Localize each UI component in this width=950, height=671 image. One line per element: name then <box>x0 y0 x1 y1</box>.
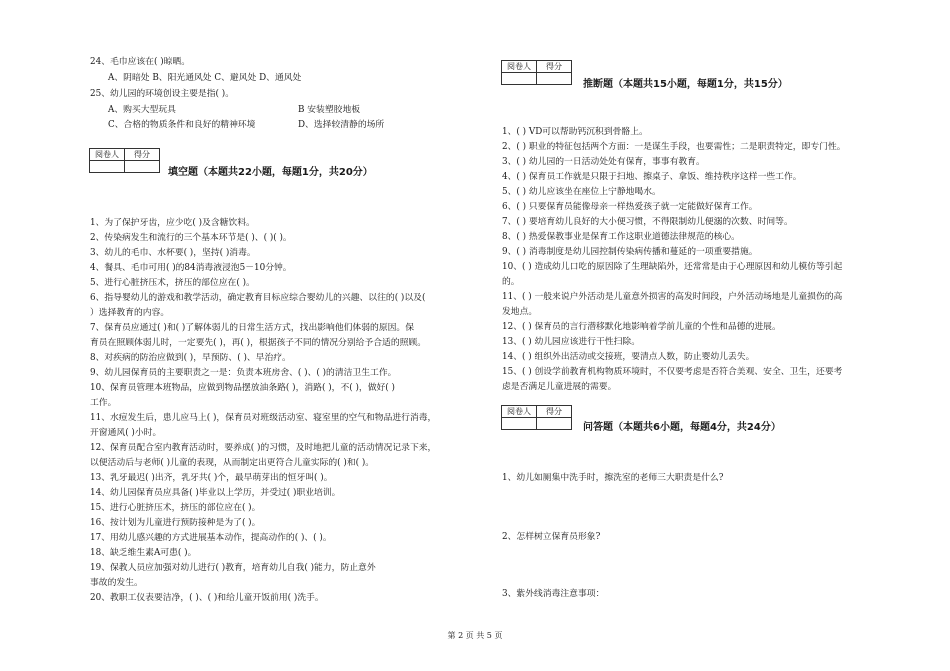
fill-item: 20、教职工仪表要洁净，( )、( )和给儿童开饭前用( )洗手。 <box>90 593 324 603</box>
fill-item: 13、乳牙最迟( )出齐，乳牙共( )个，最早萌芽出的恒牙叫( )。 <box>90 473 333 483</box>
score-cell[interactable] <box>537 73 572 85</box>
question-25-option-c: C、合格的物质条件和良好的精神环境 <box>108 120 256 130</box>
question-24-options: A、阴暗处 B、阳光通风处 C、避风处 D、通风处 <box>108 73 302 83</box>
judge-item: 2、( ) 职业的特征包括两个方面：一是谋生手段，也要需性；二是职责特定，即专门性。 <box>502 142 846 152</box>
fill-item-cont: ）选择教育的内容。 <box>90 308 170 318</box>
judge-item: 6、( ) 只要保育员能像母亲一样热爱孩子就一定能做好保育工作。 <box>502 202 758 212</box>
score-label: 得分 <box>125 149 160 161</box>
fill-item-cont: 以便活动后与老师( )儿童的表现，从而制定出更符合儿童实际的( )和( )。 <box>90 458 375 468</box>
fill-item: 10、保育员管理本班物品，应做到物品摆放油条路( )，消路( )，不( )，做好( ) <box>90 383 395 393</box>
fill-item: 4、餐具、毛巾可用( )的84消毒液浸泡5－10分钟。 <box>90 263 292 273</box>
fill-item: 15、进行心脏挤压术，挤压的部位应在( )。 <box>90 503 261 513</box>
section-title-fill: 填空题（本题共22小题，每题1分，共20分） <box>168 167 373 178</box>
judge-item: 12、( ) 保育员的言行潜移默化地影响着学前儿童的个性和品德的进展。 <box>502 322 781 332</box>
page-footer: 第 2 页 共 5 页 <box>447 631 503 640</box>
fill-item: 1、为了保护牙齿，应少吃( )及含糖饮料。 <box>90 218 255 228</box>
question-24: 24、毛巾应该在( )晾晒。 <box>90 57 191 67</box>
fill-item: 7、保育员应通过( )和( )了解体弱儿的日常生活方式，找出影响他们体弱的原因。保 <box>90 323 415 333</box>
judge-item: 5、( ) 幼儿应该坐在座位上宁静地喝水。 <box>502 187 661 197</box>
fill-item: 11、水痘发生后，患儿应马上( )，保育员对班级活动室、寝室里的空气和物品进行消毒， <box>90 413 437 423</box>
judge-item: 15、( ) 创设学前教育机构物质环境时，不仅要考虑是否符合美观、安全、卫生，还要考 <box>502 367 843 377</box>
qa-item: 2、怎样树立保育员形象? <box>502 532 601 542</box>
judge-item: 14、( ) 组织外出活动或交接班，要清点人数，防止婴幼儿丢失。 <box>502 352 755 362</box>
judge-item-cont: 发地点。 <box>502 307 538 317</box>
section-title-judge: 推断题（本题共15小题，每题1分，共15分） <box>583 79 788 90</box>
question-25-option-b: B 安装塑胶地板 <box>298 105 361 115</box>
judge-item: 1、( ) VD可以帮助钙沉积到骨骼上。 <box>502 127 648 137</box>
reviewer-cell[interactable] <box>502 73 537 85</box>
score-box-qa <box>501 405 572 430</box>
score-box-judge <box>501 60 572 85</box>
fill-item-cont: 开窗通风( )小时。 <box>90 428 162 438</box>
judge-item-cont: 虑是否满足儿童进展的需要。 <box>502 382 617 392</box>
judge-item: 13、( ) 幼儿园应该进行干性扫除。 <box>502 337 641 347</box>
fill-item-cont: 事故的发生。 <box>90 578 143 588</box>
fill-item: 19、保教人员应加强对幼儿进行( )教育，培育幼儿自我( )能力，防止意外 <box>90 563 376 573</box>
fill-item: 16、按计划为儿童进行预防接种是为了( )。 <box>90 518 261 528</box>
qa-item: 3、紫外线消毒注意事项： <box>502 589 605 599</box>
judge-item: 9、( ) 消毒制度是幼儿园控制传染病传播和蔓延的一项重要措施。 <box>502 247 758 257</box>
reviewer-cell[interactable] <box>502 418 537 430</box>
judge-item: 10、( ) 造成幼儿口吃的原因除了生理缺陷外，还常常是由于心理原因和幼儿模仿等引起 <box>502 262 843 272</box>
reviewer-label: 阅卷人 <box>502 406 537 418</box>
fill-item: 8、对疾病的防治应做到( )，早预防、( )、早治疗。 <box>90 353 291 363</box>
question-25: 25、幼儿园的环境创设主要是指( )。 <box>90 89 235 99</box>
fill-item: 9、幼儿园保育员的主要职责之一是：负责本班房舍、( )、( )的清洁卫生工作。 <box>90 368 397 378</box>
fill-item: 17、用幼儿感兴趣的方式进展基本动作，提高动作的( )、( )。 <box>90 533 332 543</box>
judge-item: 3、( ) 幼儿园的一日活动处处有保育，事事有教育。 <box>502 157 705 167</box>
judge-item: 4、( ) 保育员工作就是只限于扫地、擦桌子、拿饭、维持秩序这样一些工作。 <box>502 172 802 182</box>
fill-item-cont: 育员在照顾体弱儿时，一定要先( )，再( )，根据孩子不同的情况分别给予合适的照顾。 <box>90 338 427 348</box>
fill-item: 14、幼儿园保育员应具备( )毕业以上学历，并受过( )职业培训。 <box>90 488 341 498</box>
fill-item: 18、缺乏维生素A可患( )。 <box>90 548 197 558</box>
fill-item-cont: 工作。 <box>90 398 117 408</box>
qa-item: 1、幼儿如厕集中洗手时，擦洗室的老师三大职责是什么? <box>502 473 724 483</box>
reviewer-label: 阅卷人 <box>90 149 125 161</box>
fill-item: 12、保育员配合室内教育活动时，要养成( )的习惯，及时地把儿童的活动情况记录下来， <box>90 443 437 453</box>
score-cell[interactable] <box>125 161 160 173</box>
section-title-qa: 问答题（本题共6小题，每题4分，共24分） <box>583 422 781 433</box>
question-25-option-d: D、选择较清静的场所 <box>298 120 385 130</box>
judge-item-cont: 的。 <box>502 277 520 287</box>
question-25-option-a: A、购买大型玩具 <box>108 105 176 115</box>
fill-item: 6、指导婴幼儿的游戏和教学活动，确定教育目标应综合婴幼儿的兴趣、以往的( )以及( <box>90 293 426 303</box>
score-label: 得分 <box>537 406 572 418</box>
fill-item: 3、幼儿的毛巾、水杯要( )，坚持( )消毒。 <box>90 248 256 258</box>
score-label: 得分 <box>537 61 572 73</box>
score-cell[interactable] <box>537 418 572 430</box>
reviewer-cell[interactable] <box>90 161 125 173</box>
fill-item: 5、进行心脏挤压术，挤压的部位应在( )。 <box>90 278 255 288</box>
fill-item: 2、传染病发生和流行的三个基本环节是( )、( )( )。 <box>90 233 292 243</box>
judge-item: 11、( ) 一般来说户外活动是儿童意外损害的高发时间段，户外活动场地是儿童损伤的高 <box>502 292 843 302</box>
reviewer-label: 阅卷人 <box>502 61 537 73</box>
judge-item: 7、( ) 要培育幼儿良好的大小便习惯，不得限制幼儿便溺的次数、时间等。 <box>502 217 793 227</box>
score-box-fill <box>89 148 160 173</box>
judge-item: 8、( ) 热爱保教事业是保育工作这职业道德法律规范的核心。 <box>502 232 740 242</box>
